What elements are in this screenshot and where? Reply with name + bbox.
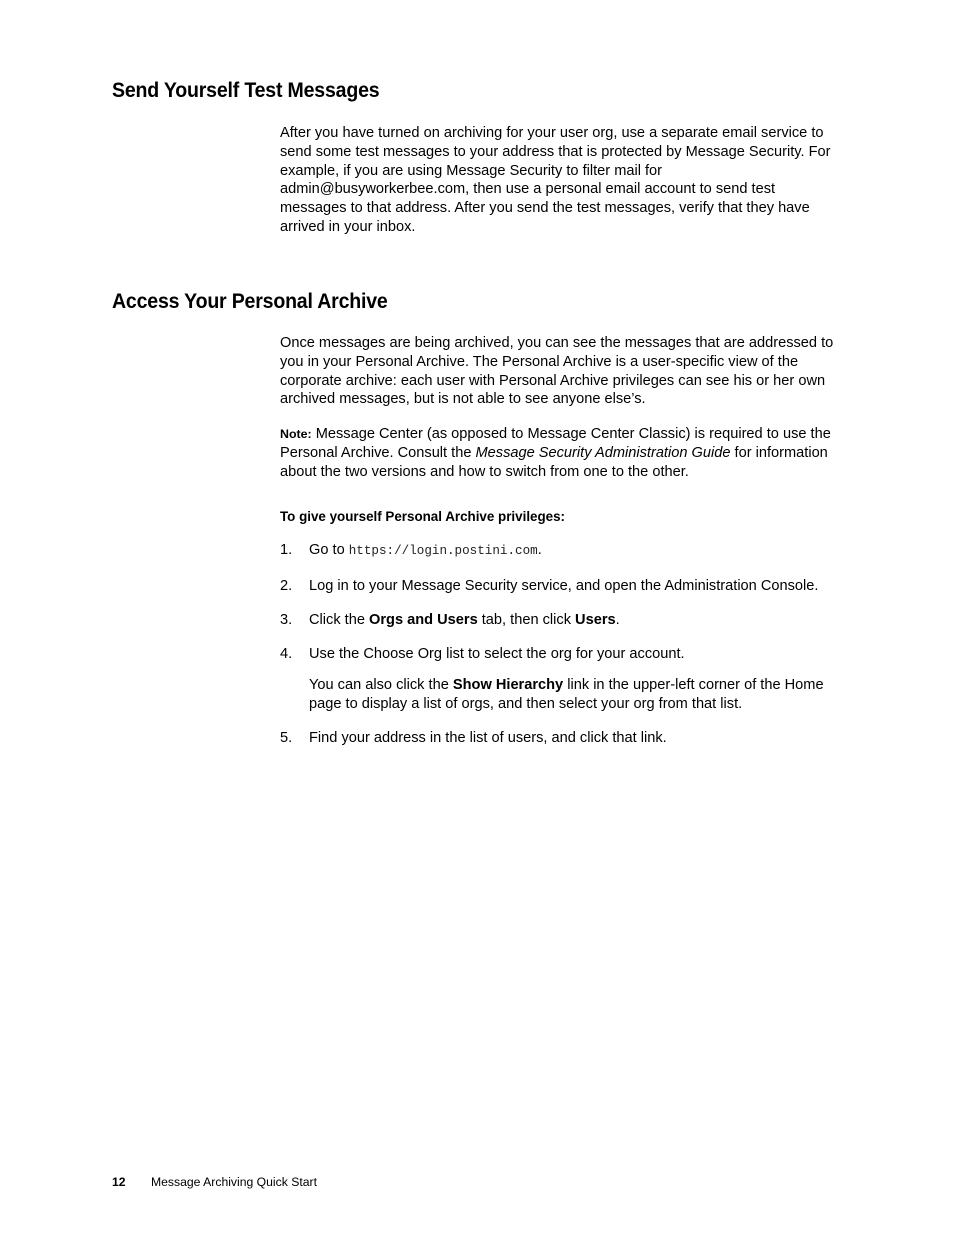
heading-access-personal-archive: Access Your Personal Archive	[112, 290, 388, 313]
document-title: Message Archiving Quick Start	[151, 1175, 317, 1189]
step-number: 3.	[280, 611, 293, 628]
step-text: Go to	[309, 542, 349, 559]
step-text: Log in to your Message Security service, and open the Administration Console.	[309, 577, 819, 594]
step-5	[280, 729, 842, 748]
step-number: 2.	[280, 577, 293, 594]
step-1	[280, 541, 842, 561]
heading-send-test-messages: Send Yourself Test Messages	[112, 79, 380, 102]
detail-text: link in the upper-left corner of the Home page to display a list of orgs, and then select your org from that list.	[309, 677, 824, 712]
note-label: Note:	[280, 427, 312, 442]
page-number: 12	[112, 1175, 126, 1189]
orgs-and-users-tab-label: Orgs and Users	[369, 611, 478, 628]
show-hierarchy-label: Show Hierarchy	[452, 677, 564, 694]
step-text: Find your address in the list of users, and click that link.	[309, 730, 667, 747]
step-text: Use the Choose Org list to select the org for your account.	[309, 646, 685, 663]
step-3	[280, 611, 842, 630]
step-text: tab, then click	[477, 611, 576, 628]
test-messages-paragraph: After you have turned on archiving for your user org, use a separate email service to send some test messages to your address that is protected by Message Security. For example, if you are using Message Security to filter mail for admin@busyworkerbee.com, then use a personal email account to send test messages to that address. After you send the test messages, verify that they have arrived in your inbox.	[280, 125, 831, 235]
note-text-after: for information about the two versions and how to switch from one to the other.	[280, 444, 828, 480]
login-url: https://login.postini.com	[348, 544, 538, 559]
section-access-personal-archive	[280, 334, 842, 763]
step-2	[280, 577, 842, 596]
step-punctuation: .	[537, 542, 542, 559]
step-4-detail	[309, 676, 842, 714]
procedure-title: To give yourself Personal Archive privileges:	[280, 508, 566, 524]
personal-archive-paragraph: Once messages are being archived, you can see the messages that are addressed to you in your Personal Archive. The Personal Archive is a user-specific view of the corporate archive: each user with Personal Archive privileges can see his or her own archived messages, but is not able to see anyone else’s.	[280, 335, 834, 408]
note-paragraph	[280, 425, 842, 481]
note-text-before: Message Center (as opposed to Message Center Classic) is required to use the Personal Archive. Consult the	[280, 426, 831, 461]
step-text: Click the	[309, 611, 370, 628]
step-number: 1.	[280, 542, 293, 559]
page-footer	[112, 1174, 317, 1190]
step-number: 5.	[280, 730, 293, 747]
step-4	[280, 645, 842, 713]
step-number: 4.	[280, 646, 293, 663]
section-send-test-messages	[280, 124, 842, 237]
step-punctuation: .	[615, 611, 620, 628]
guide-title: Message Security Administration Guide	[475, 444, 731, 461]
detail-text: You can also click the	[309, 677, 453, 694]
procedure-steps	[280, 541, 842, 748]
users-label: Users	[575, 611, 616, 628]
